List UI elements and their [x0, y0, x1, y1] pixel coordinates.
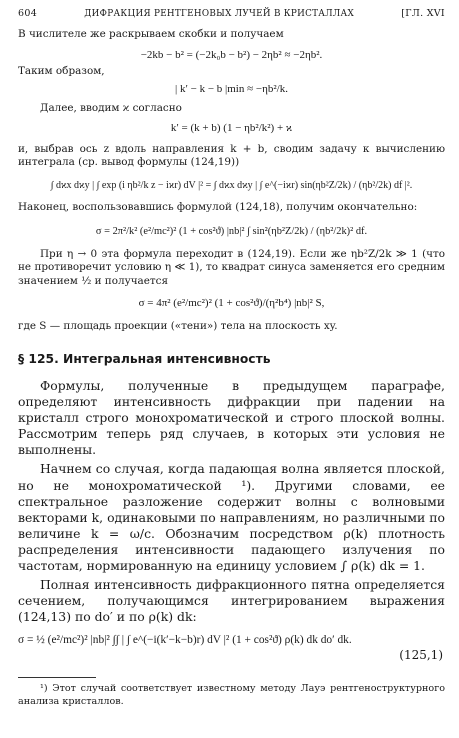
- equation-125-1: σ = ½ (e²/mc²)² |nb|² ∫∫ | ∫ e^(−i(k′−k−b)r) dV |² (1 + cos²ϑ) ρ(k) dk do′ dk.: [18, 634, 352, 647]
- equation-5: σ = 2π²/k² (e²/mc²)² (1 + cos²ϑ) |nb|² ∫ sin²(ηb²Z/2k) / (ηb²/2k)² df.: [95, 225, 368, 237]
- paragraph-integral: и, выбрав ось z вдоль направления k + b, сводим задачу к вычислению интеграла (ср. вывод формулы (124,19)): [18, 142, 445, 169]
- text-line-1: В числителе же раскрываем скобки и получаем: [18, 28, 284, 40]
- paragraph-finally: Наконец, воспользовавшись формулой (124,18), получим окончательно:: [18, 200, 418, 213]
- section-heading: § 125. Интегральная интенсивность: [18, 351, 271, 366]
- running-title: ДИФРАКЦИЯ РЕНТГЕНОВЫХ ЛУЧЕЙ В КРИСТАЛЛАХ: [84, 9, 355, 19]
- text-line-3: Далее, вводим ϰ согласно: [40, 102, 182, 115]
- equation-3: k′ = (k + b) (1 − ηb²/k²) + ϰ: [170, 121, 293, 134]
- paragraph-section-3: Полная интенсивность дифракционного пятна определяется сечением, получающимся интегрированием выражения (124,13) по do′ и по ρ(k) dk:: [18, 577, 445, 625]
- equation-2: | k′ − k − b |min ≈ −ηb²/k.: [175, 83, 288, 96]
- equation-1: −2kb − b² = (−2k₀b − b²) − 2ηb² ≈ −2ηb².: [140, 48, 323, 61]
- text-line-2: Таким образом,: [18, 64, 105, 77]
- chapter-label: [ГЛ. XVI: [401, 8, 445, 19]
- paragraph-area: где S — площадь проекции («тени») тела на плоскость xy.: [18, 320, 338, 333]
- footnote: ¹) Этот случай соответствует известному методу Лауэ рентгеноструктурного анализа кристаллов.: [18, 683, 445, 707]
- running-header: [18, 8, 445, 22]
- paragraph-limit: При η → 0 эта формула переходит в (124,19). Если же ηb²Z/2k ≫ 1 (что не противоречит условию η ≪ 1), то квадрат синуса заменяется его средним значением ½ и получается: [18, 247, 445, 287]
- paragraph-section-2: Начнем со случая, когда падающая волна является плоской, но не монохроматической ¹). Другими словами, ее спектральное разложение содержит волны с волновыми векторами k, одинаковыми по направлениям, но различными по величине k = ω/c. Обозначим посредством ρ(k) плотность распределения интенсивности падающего излучения по частотам, нормированную на единицу условием ∫ ρ(k) dk = 1.: [18, 461, 445, 573]
- equation-4: ∫ dϰx dϰy | ∫ exp (i ηb²/k z − iϰr) dV |² = ∫ dϰx dϰy | ∫ e^(−iϰr) sin(ηb²Z/2k) / (ηb²/2k) df |².: [50, 179, 413, 191]
- equation-number: (125,1): [399, 648, 443, 663]
- page-number: 604: [18, 8, 38, 19]
- equation-6: σ = 4π² (e²/mc²)² (1 + cos²ϑ)/(η²b⁴) |nb|² S,: [138, 297, 325, 310]
- paragraph-section-1: Формулы, полученные в предыдущем параграфе, определяют интенсивность дифракции при падении на кристалл строго монохроматической и строго плоской волны. Рассмотрим теперь ряд случаев, в которых эти условия не выполнены.: [18, 377, 445, 458]
